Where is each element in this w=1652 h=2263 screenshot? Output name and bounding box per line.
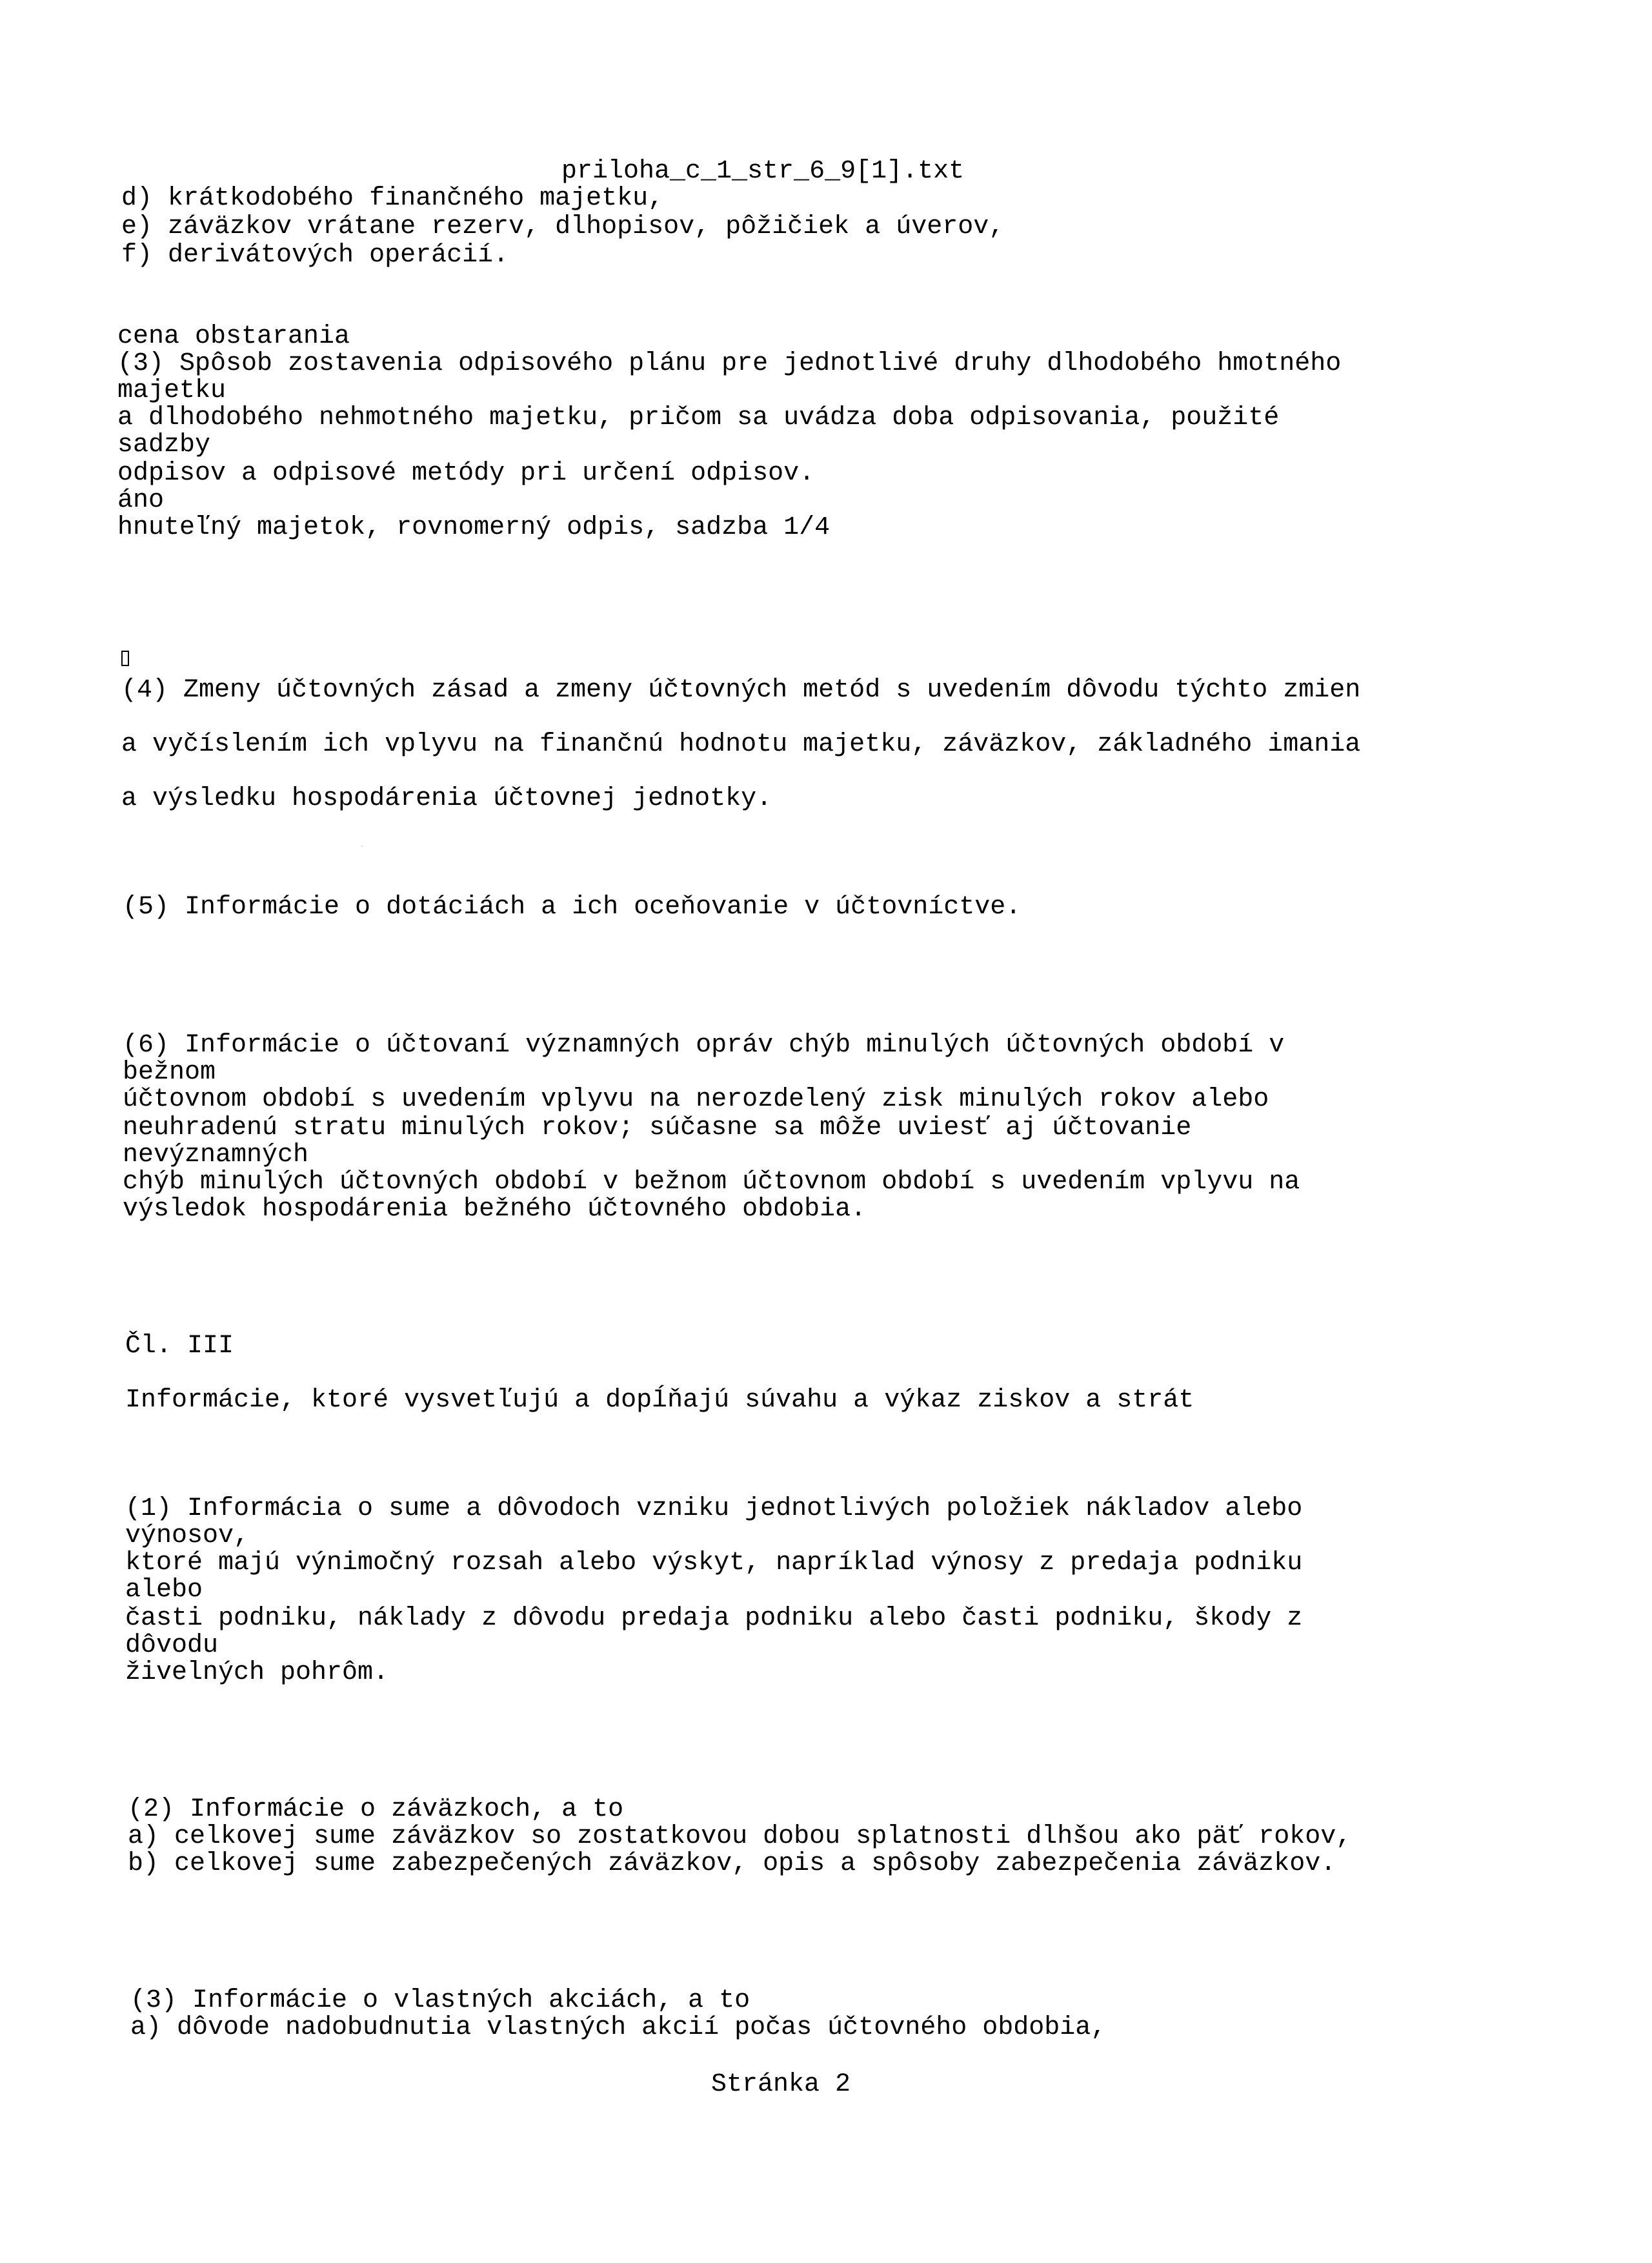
text-line: f) derivátových operácií.: [121, 241, 509, 270]
text-line: e) záväzkov vrátane rezerv, dlhopisov, pôžičiek a úverov,: [121, 212, 1005, 241]
text-line: a výsledku hospodárenia účtovnej jednotky.: [121, 784, 772, 813]
text-line: cena obstarania: [117, 322, 350, 351]
text-line: (3) Informácie o vlastných akciách, a to: [130, 1986, 750, 2015]
text-line: sadzby: [117, 431, 211, 460]
text-line: chýb minulých účtovných období v bežnom účtovnom období s uvedením vplyvu na: [123, 1168, 1300, 1197]
text-line: (2) Informácie o záväzkoch, a to: [128, 1795, 624, 1824]
text-line: (4) Zmeny účtovných zásad a zmeny účtovných metód s uvedením dôvodu týchto zmien: [121, 676, 1361, 705]
text-line: b) celkovej sume zabezpečených záväzkov, opis a spôsoby zabezpečenia záväzkov.: [128, 1849, 1336, 1878]
text-line: výsledok hospodárenia bežného účtovného obdobia.: [123, 1195, 867, 1224]
text-line: nevýznamných: [123, 1141, 309, 1170]
page-number: Stránka 2: [711, 2070, 851, 2099]
text-line: účtovnom období s uvedením vplyvu na nerozdelený zisk minulých rokov alebo: [123, 1085, 1269, 1114]
text-line: časti podniku, náklady z dôvodu predaja podniku alebo časti podniku, škody z: [125, 1604, 1303, 1633]
text-line: neuhradenú stratu minulých rokov; súčasne sa môže uviesť aj účtovanie: [123, 1113, 1192, 1142]
text-line: hnuteľný majetok, rovnomerný odpis, sadzba 1/4: [117, 513, 831, 542]
text-line: majetku: [117, 376, 227, 405]
text-line: (3) Spôsob zostavenia odpisového plánu pre jednotlivé druhy dlhodobého hmotného: [117, 349, 1342, 378]
text-line: (1) Informácia o sume a dôvodoch vzniku jednotlivých položiek nákladov alebo: [125, 1494, 1303, 1523]
text-line: živelných pohrôm.: [125, 1658, 389, 1687]
section-heading: Čl. III: [125, 1332, 234, 1361]
text-line: a) dôvode nadobudnutia vlastných akcií počas účtovného obdobia,: [130, 2013, 1107, 2042]
text-line: odpisov a odpisové metódy pri určení odpisov.: [117, 459, 815, 488]
text-line: (6) Informácie o účtovaní významných opráv chýb minulých účtovných období v: [123, 1031, 1285, 1060]
text-line: áno: [117, 486, 165, 515]
text-line: a dlhodobého nehmotného majetku, pričom sa uvádza doba odpisovania, použité: [117, 403, 1280, 432]
text-line: a vyčíslením ich vplyvu na finančnú hodnotu majetku, záväzkov, základného imania: [121, 730, 1361, 759]
text-line: bežnom: [123, 1058, 216, 1087]
document-filename: priloha_c_1_str_6_9[1].txt: [561, 157, 965, 186]
text-line: ktoré majú výnimočný rozsah alebo výskyt, napríklad výnosy z predaja podniku: [125, 1548, 1303, 1578]
text-line: dôvodu: [125, 1631, 219, 1660]
scan-speck: [361, 846, 363, 847]
text-line: d) krátkodobého finančného majetku,: [121, 184, 664, 213]
section-subheading: Informácie, ktoré vysvetľujú a dopĺňajú súvahu a výkaz ziskov a strát: [125, 1386, 1194, 1415]
missing-glyph-box: [121, 651, 129, 666]
text-line: alebo: [125, 1576, 203, 1605]
text-line: a) celkovej sume záväzkov so zostatkovou dobou splatnosti dlhšou ako päť rokov,: [128, 1822, 1352, 1851]
text-line: výnosov,: [125, 1521, 250, 1550]
text-line: (5) Informácie o dotáciách a ich oceňovanie v účtovníctve.: [123, 893, 1022, 922]
